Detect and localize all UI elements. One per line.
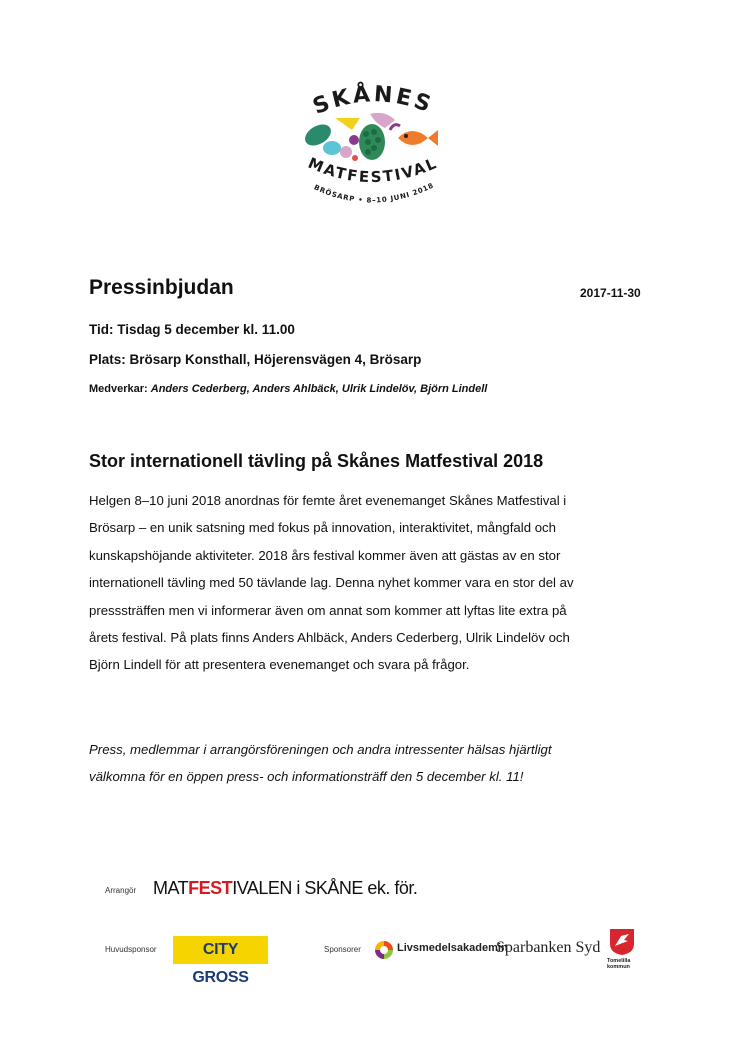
arrangor-pre: MAT bbox=[153, 878, 189, 898]
body-line: årets festival. På plats finns Anders Ahlbäck, Anders Cederberg, Ulrik Lindelöv och bbox=[89, 630, 570, 646]
event-participants bbox=[89, 383, 487, 395]
invite-line: Press, medlemmar i arrangörsföreningen och andra intressenter hälsas hjärtligt bbox=[89, 742, 552, 757]
body-line: presssträffen men vi informerar även om annat som kommer att lyftas lite extra på bbox=[89, 602, 567, 618]
document-date: 2017-11-30 bbox=[580, 286, 641, 300]
body-line: Björn Lindell för att presentera evenemanget och svara på frågor. bbox=[89, 657, 470, 673]
tomelilla-line1: Tomelilla bbox=[607, 958, 631, 964]
document-title: Pressinbjudan bbox=[89, 276, 234, 299]
huvudsponsor-label: Huvudsponsor bbox=[105, 945, 157, 954]
participants-names: Anders Cederberg, Anders Ahlbäck, Ulrik Lindelöv, Björn Lindell bbox=[150, 383, 488, 395]
invitation-text bbox=[89, 736, 659, 791]
participants-label: Medverkar: bbox=[89, 383, 148, 395]
body-line: internationell tävling med 50 tävlande lag. Denna nyhet kommer vara en stor del av bbox=[89, 575, 574, 591]
logo-food-illustration bbox=[301, 113, 438, 161]
livsmedelsakademin-logo: Livsmedelsakademin bbox=[397, 942, 508, 954]
tomelilla-line2: kommun bbox=[607, 964, 630, 970]
body-line: kunskapshöjande aktiviteter. 2018 års festival kommer även att gästas av en stor bbox=[89, 547, 561, 563]
livsmedelsakademin-icon bbox=[374, 940, 394, 960]
body-line: Helgen 8–10 juni 2018 anordnas för femte året evenemanget Skånes Matfestival i bbox=[89, 493, 567, 508]
tomelilla-shield-icon bbox=[609, 928, 635, 956]
body-line: Brösarp – en unik satsning med fokus på innovation, interaktivitet, mångfald och bbox=[89, 520, 556, 536]
skanes-matfestival-logo bbox=[290, 80, 455, 215]
arrangor-fest: FEST bbox=[188, 878, 233, 898]
arrangor-post: IVALEN i SKÅNE ek. för. bbox=[232, 878, 418, 898]
logo-top-text: SKÅNES bbox=[309, 82, 437, 120]
article-heading: Stor internationell tävling på Skånes Matfestival 2018 bbox=[89, 451, 544, 471]
event-time: Tid: Tisdag 5 december kl. 11.00 bbox=[89, 322, 295, 337]
logo-bottom-text: MATFESTIVAL bbox=[305, 153, 441, 187]
logo-tagline: BRÖSARP • 8–10 JUNI 2018 bbox=[312, 181, 436, 205]
tomelilla-kommun-logo bbox=[607, 958, 630, 970]
sparbanken-syd-logo: Sparbanken Syd bbox=[496, 939, 601, 956]
arrangor-logo bbox=[153, 878, 417, 899]
citygross-logo: CITY GROSS bbox=[173, 936, 268, 964]
sponsorer-label: Sponsorer bbox=[324, 945, 361, 954]
arrangor-label: Arrangör bbox=[105, 886, 137, 895]
event-location: Plats: Brösarp Konsthall, Höjerensvägen 4, Brösarp bbox=[89, 352, 422, 367]
article-body bbox=[89, 487, 659, 679]
invite-line: välkomna för en öppen press- och informationsträff den 5 december kl. 11! bbox=[89, 769, 524, 785]
